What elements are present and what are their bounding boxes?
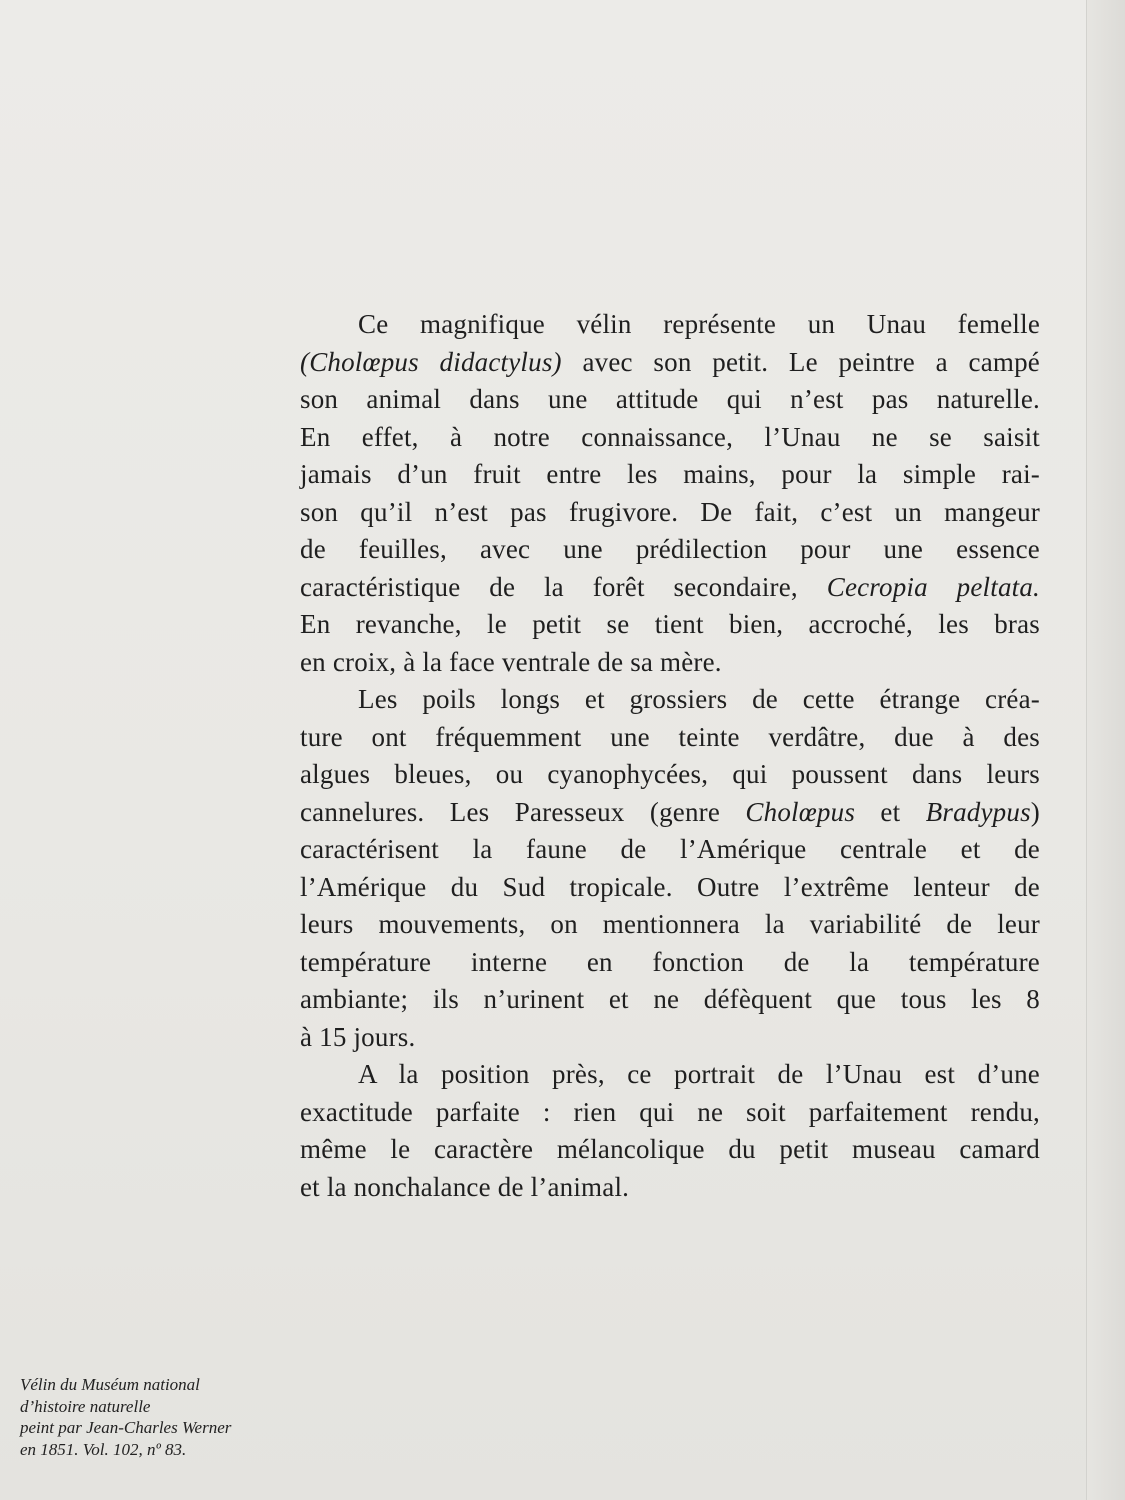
text-line: algues bleues, ou cyanophycées, qui poussent dans leurs [300, 759, 1040, 789]
text-line: Les poils longs et grossiers de cette étrange créa- [358, 684, 1040, 714]
caption-line: en 1851. Vol. 102, nº 83. [20, 1439, 187, 1459]
italic-term: Bradypus [925, 796, 1031, 827]
text-line: leurs mouvements, on mentionnera la variabilité de leur [300, 909, 1040, 939]
caption-line: peint par Jean-Charles Werner [20, 1418, 232, 1437]
italic-term: (Cholœpus didactylus) [300, 346, 562, 377]
text-line: En revanche, le petit se tient bien, accroché, les bras [300, 609, 1040, 639]
text-line: à 15 jours. [300, 1021, 416, 1052]
body-text [300, 306, 1040, 1206]
text-line: même le caractère mélancolique du petit museau camard [300, 1134, 1040, 1164]
text-line: son animal dans une attitude qui n’est pas naturelle. [300, 384, 1040, 414]
text-line: de feuilles, avec une prédilection pour une essence [300, 534, 1040, 564]
text-line: (Cholœpus didactylus) avec son petit. Le peintre a campé [300, 346, 1040, 377]
text-line: A la position près, ce portrait de l’Unau est d’une [358, 1059, 1040, 1089]
text-line: en croix, à la face ventrale de sa mère. [300, 646, 722, 677]
text-line: caractéristique de la forêt secondaire, Cecropia peltata. [300, 571, 1040, 602]
text-line: exactitude parfaite : rien qui ne soit parfaitement rendu, [300, 1096, 1040, 1127]
caption-line: Vélin du Muséum national [20, 1375, 200, 1394]
italic-term: Cholœpus [745, 796, 856, 827]
italic-term: Cecropia peltata. [826, 571, 1040, 602]
text-line: et la nonchalance de l’animal. [300, 1171, 630, 1202]
figure-caption [20, 1374, 280, 1460]
text-line: En effet, à notre connaissance, l’Unau ne se saisit [300, 421, 1040, 452]
paragraph [300, 681, 1040, 1056]
paragraph [300, 306, 1040, 681]
text-line: température interne en fonction de la température [300, 946, 1040, 977]
text-line: jamais d’un fruit entre les mains, pour la simple rai- [300, 459, 1040, 489]
caption-line: d’histoire naturelle [20, 1396, 151, 1416]
text-line: ambiante; ils n’urinent et ne défèquent que tous les 8 [300, 984, 1040, 1014]
page-edge [1086, 0, 1125, 1500]
text-line: cannelures. Les Paresseux (genre Cholœpus et Bradypus) [300, 796, 1040, 827]
text-line: l’Amérique du Sud tropicale. Outre l’extrême lenteur de [300, 871, 1040, 902]
text-line: ture ont fréquemment une teinte verdâtre, due à des [300, 721, 1040, 752]
text-line: Ce magnifique vélin représente un Unau femelle [358, 309, 1040, 339]
paragraph [300, 1056, 1040, 1206]
text-line: son qu’il n’est pas frugivore. De fait, c’est un mangeur [300, 496, 1040, 527]
text-line: caractérisent la faune de l’Amérique centrale et de [300, 834, 1040, 864]
